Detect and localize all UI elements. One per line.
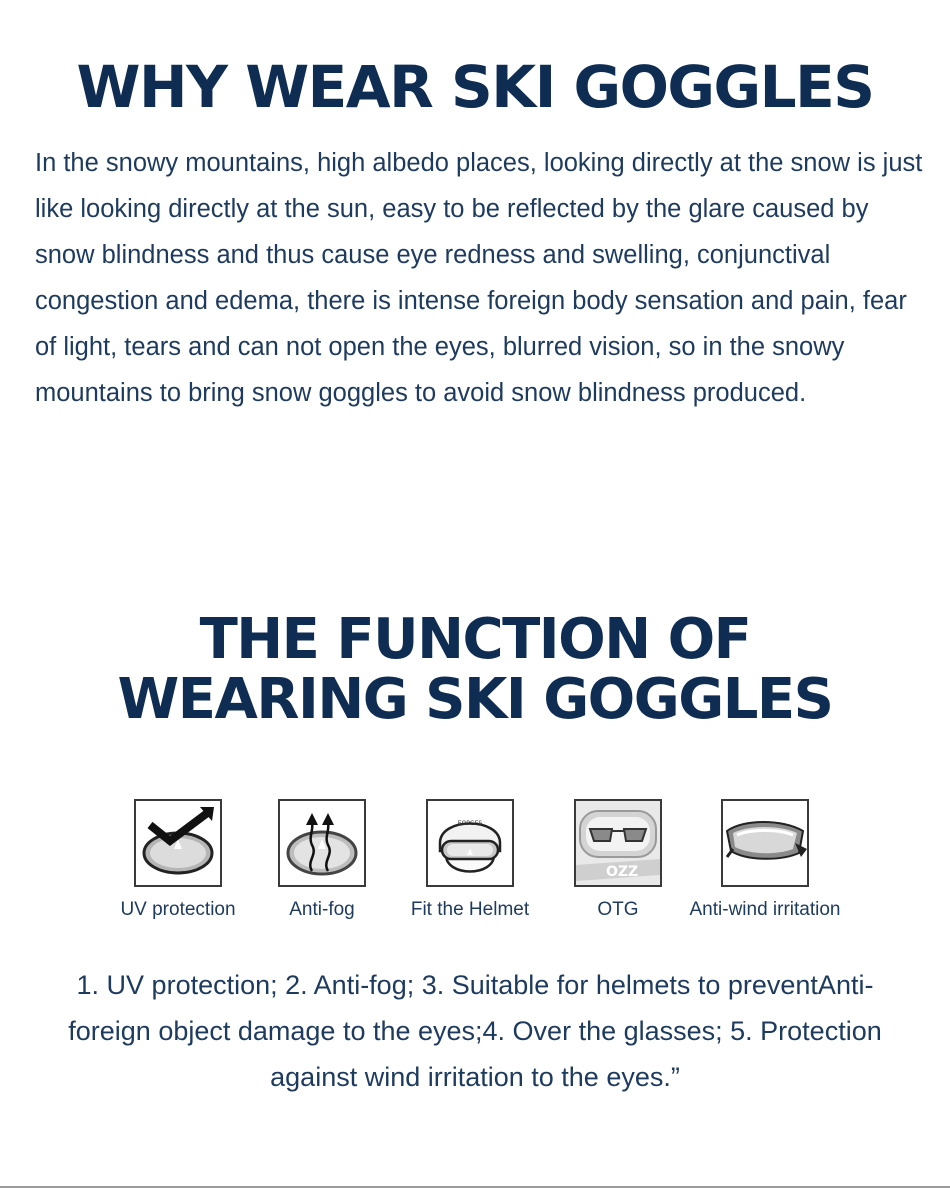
- feature-anti-wind-irritation: [675, 799, 855, 921]
- goggles-checkmark-icon: [134, 799, 222, 887]
- heading-why-wear-ski-goggles: WHY WEAR SKI GOGGLES: [76, 53, 874, 121]
- goggles-wind-icon: [721, 799, 809, 887]
- otg-brand-text: OZZ: [606, 864, 639, 880]
- helmet-goggles-icon: [426, 799, 514, 887]
- summary-paragraph: 1. UV protection; 2. Anti-fog; 3. Suitable for helmets to preventAnti-foreign object damage to the eyes;4. Over the glasses; 5. Protection against wind irritation to the eyes.”: [68, 970, 882, 1092]
- intro-paragraph: In the snowy mountains, high albedo places, looking directly at the snow is just like looking directly at the sun, easy to be reflected by the glare caused by snow blindness and thus cause eye redness and swelling, conjunctival congestion and edema, there is intense foreign body sensation and pain, fear of light, tears and can not open the eyes, blurred vision, so in the snowy mountains to bring snow goggles to avoid snow blindness produced.: [35, 149, 923, 407]
- heading-function: [0, 607, 950, 732]
- feature-label: Anti-wind irritation: [689, 899, 841, 920]
- goggles-vapor-icon: [278, 799, 366, 887]
- feature-label: UV protection: [120, 899, 236, 920]
- feature-label: Anti-fog: [289, 899, 355, 920]
- feature-label: OTG: [597, 899, 639, 920]
- heading-function-line1: THE FUNCTION OF: [199, 607, 751, 672]
- feature-label: Fit the Helmet: [410, 899, 530, 920]
- helmet-brand-text: EOPGES: [457, 820, 483, 827]
- heading-function-line2: WEARING SKI GOGGLES: [117, 667, 833, 732]
- goggles-over-glasses-icon: [574, 799, 662, 887]
